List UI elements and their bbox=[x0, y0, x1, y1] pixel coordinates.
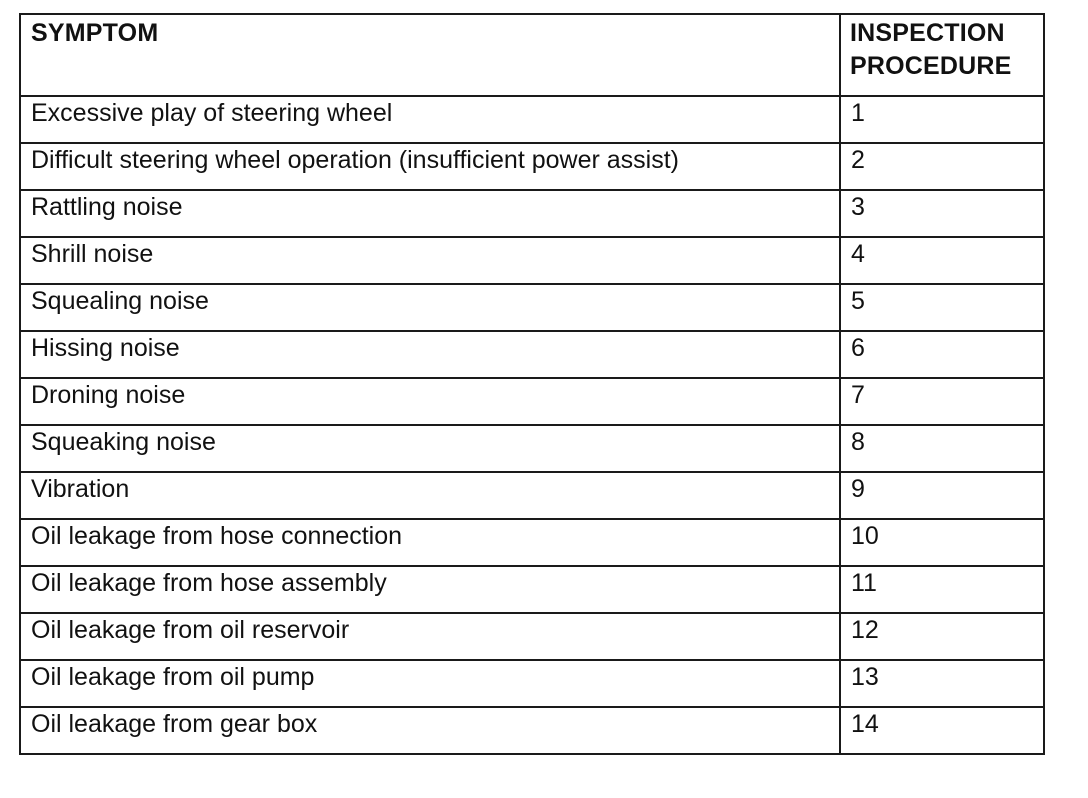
procedure-cell: 5 bbox=[840, 284, 1044, 331]
procedure-cell: 6 bbox=[840, 331, 1044, 378]
symptom-cell: Rattling noise bbox=[20, 190, 840, 237]
symptom-cell: Droning noise bbox=[20, 378, 840, 425]
symptom-procedure-table bbox=[19, 13, 1045, 755]
procedure-cell: 2 bbox=[840, 143, 1044, 190]
table-row bbox=[20, 425, 1044, 472]
symptom-cell: Oil leakage from gear box bbox=[20, 707, 840, 754]
symptom-cell: Oil leakage from hose assembly bbox=[20, 566, 840, 613]
symptom-cell: Difficult steering wheel operation (insufficient power assist) bbox=[20, 143, 840, 190]
procedure-cell: 14 bbox=[840, 707, 1044, 754]
table-row bbox=[20, 472, 1044, 519]
procedure-header-line1: INSPECTION bbox=[850, 19, 1005, 47]
symptom-cell: Vibration bbox=[20, 472, 840, 519]
procedure-cell: 7 bbox=[840, 378, 1044, 425]
procedure-cell: 4 bbox=[840, 237, 1044, 284]
table-row bbox=[20, 519, 1044, 566]
symptom-cell: Oil leakage from oil pump bbox=[20, 660, 840, 707]
symptom-cell: Oil leakage from hose connection bbox=[20, 519, 840, 566]
procedure-cell: 9 bbox=[840, 472, 1044, 519]
symptom-cell: Excessive play of steering wheel bbox=[20, 96, 840, 143]
table-row bbox=[20, 237, 1044, 284]
procedure-cell: 12 bbox=[840, 613, 1044, 660]
procedure-cell: 11 bbox=[840, 566, 1044, 613]
table-row bbox=[20, 284, 1044, 331]
table-row bbox=[20, 331, 1044, 378]
table-row bbox=[20, 378, 1044, 425]
table-row bbox=[20, 143, 1044, 190]
procedure-header-line2: PROCEDURE bbox=[850, 52, 1012, 80]
table-row bbox=[20, 190, 1044, 237]
symptom-cell: Hissing noise bbox=[20, 331, 840, 378]
symptom-cell: Oil leakage from oil reservoir bbox=[20, 613, 840, 660]
table-header-row bbox=[20, 14, 1044, 96]
procedure-cell: 10 bbox=[840, 519, 1044, 566]
inspection-procedure-column-header bbox=[840, 14, 1044, 96]
procedure-cell: 3 bbox=[840, 190, 1044, 237]
procedure-cell: 13 bbox=[840, 660, 1044, 707]
table-row bbox=[20, 660, 1044, 707]
symptom-cell: Shrill noise bbox=[20, 237, 840, 284]
procedure-cell: 8 bbox=[840, 425, 1044, 472]
table-row bbox=[20, 707, 1044, 754]
procedure-cell: 1 bbox=[840, 96, 1044, 143]
symptom-cell: Squealing noise bbox=[20, 284, 840, 331]
table-row bbox=[20, 613, 1044, 660]
table-row bbox=[20, 566, 1044, 613]
symptom-column-header: SYMPTOM bbox=[20, 14, 840, 96]
table-row bbox=[20, 96, 1044, 143]
symptom-cell: Squeaking noise bbox=[20, 425, 840, 472]
